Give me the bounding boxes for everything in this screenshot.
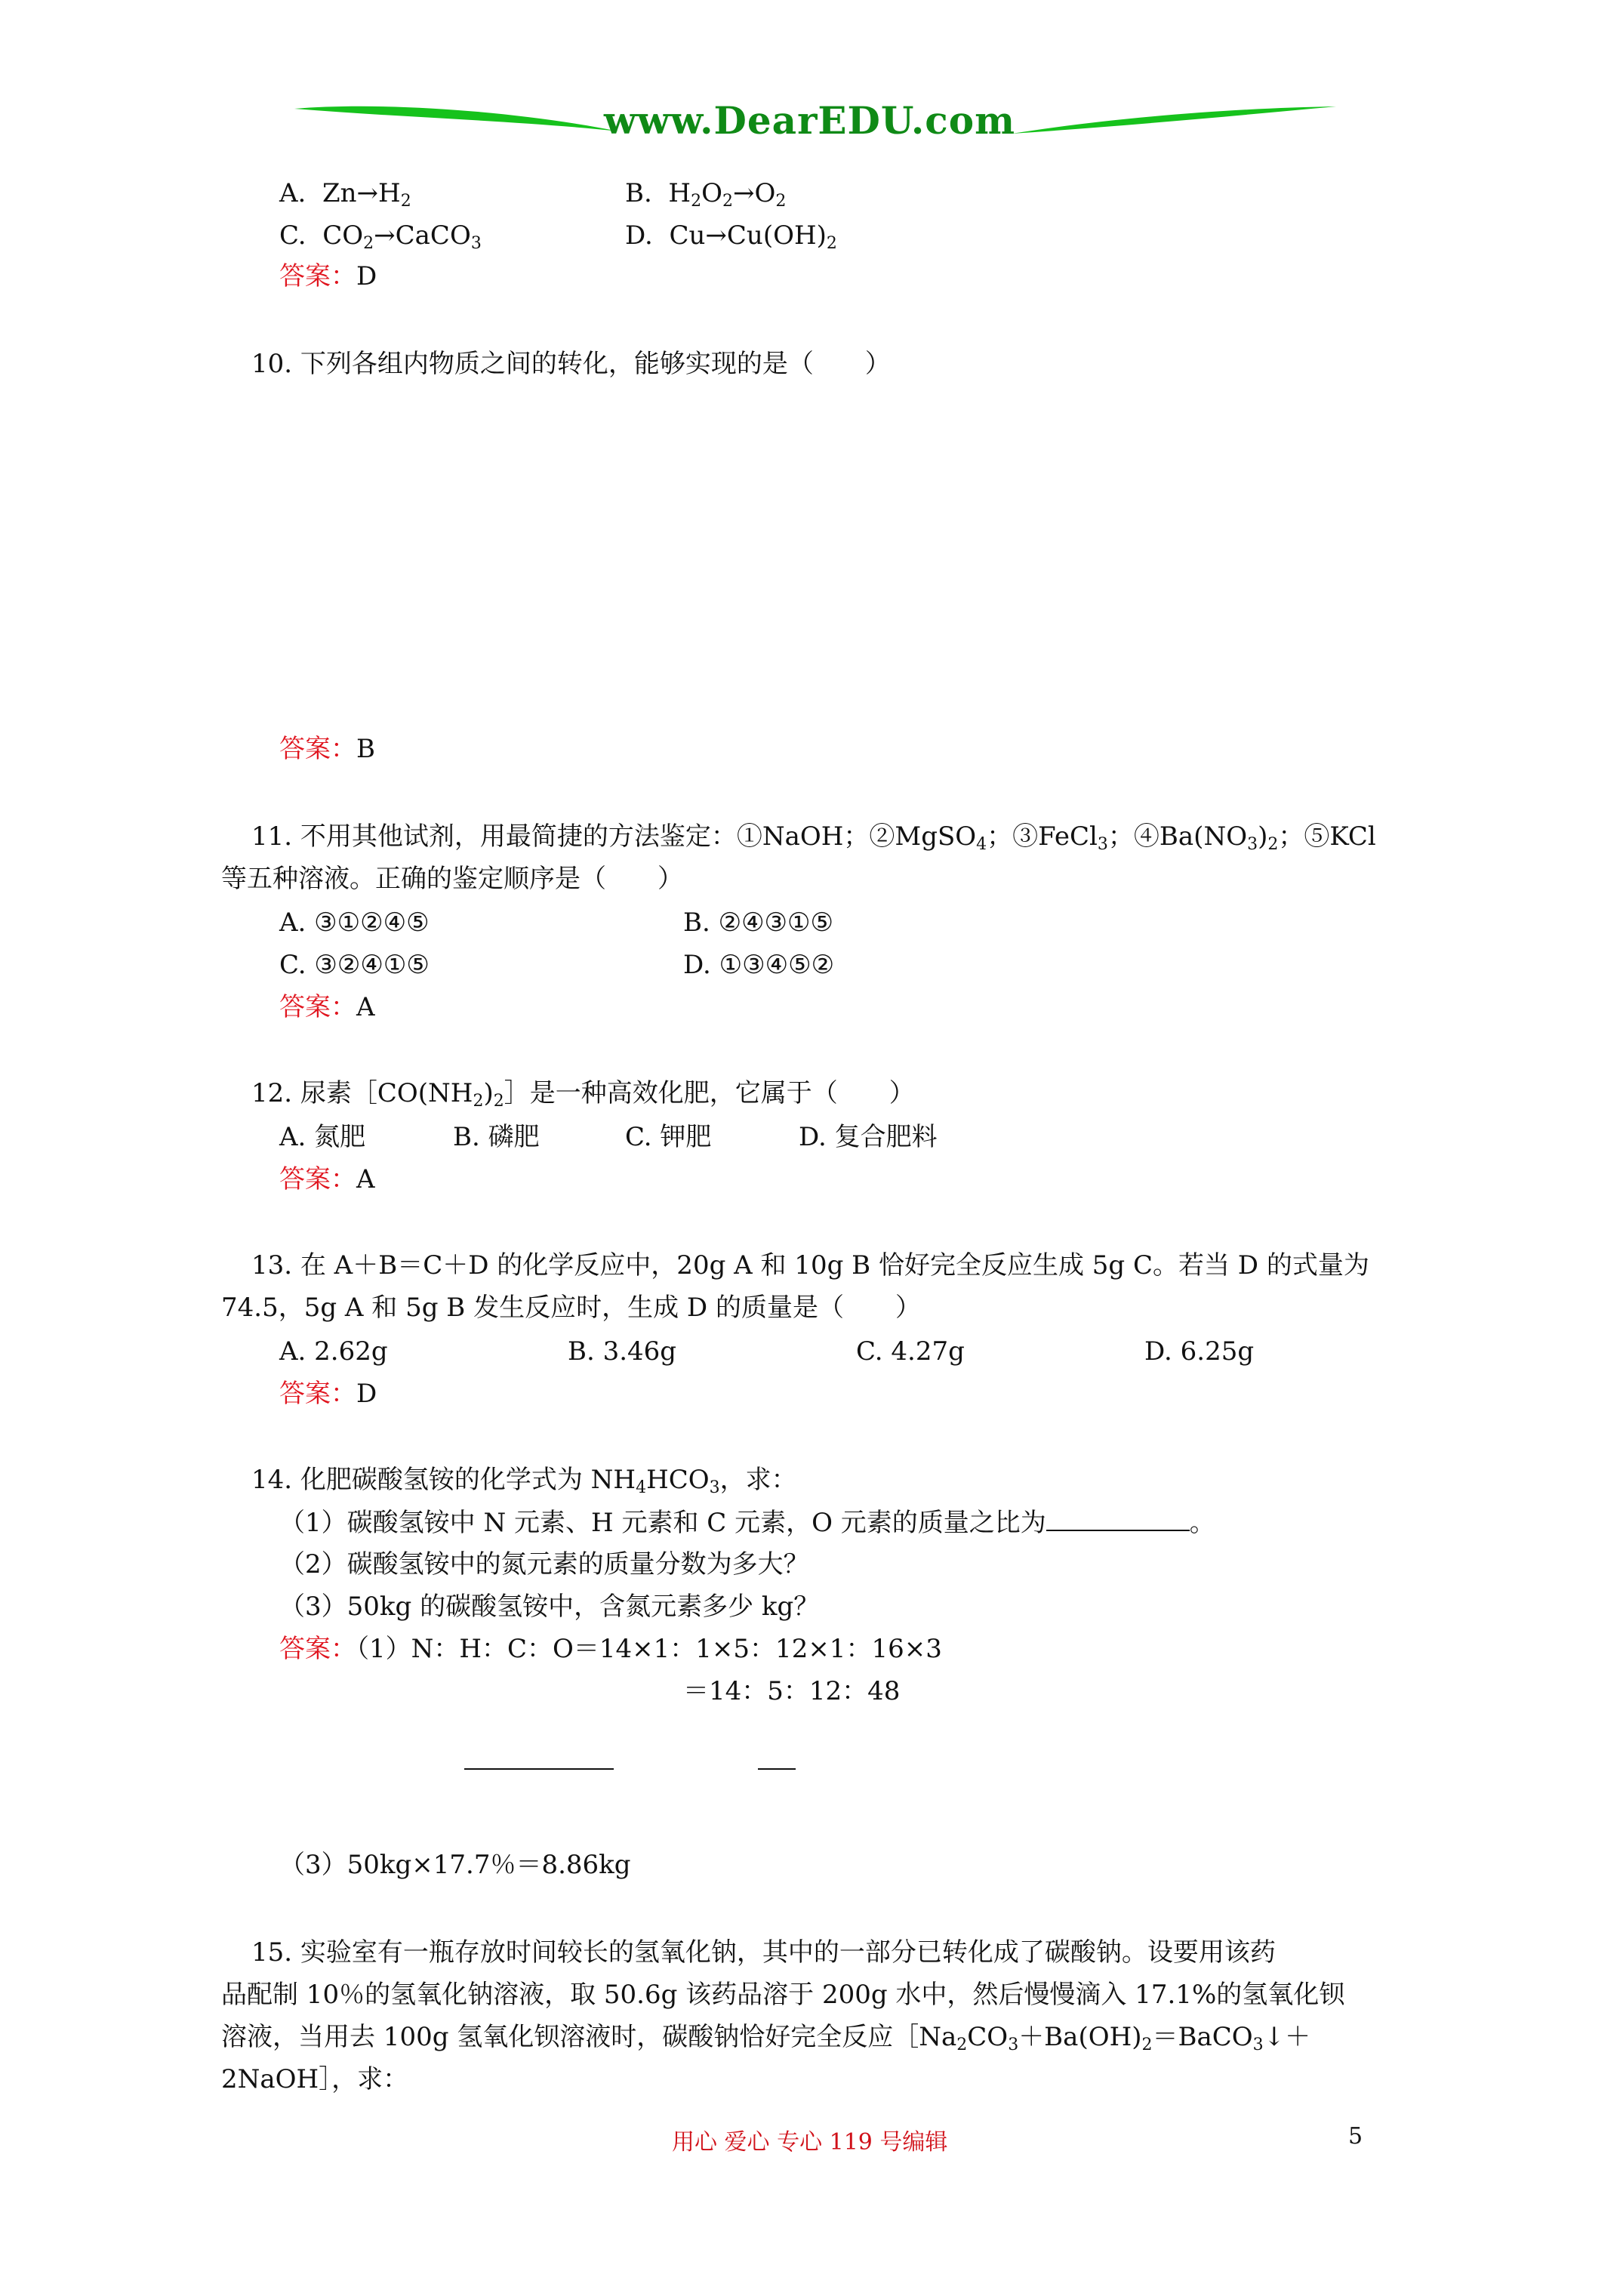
- q14-part1: （1）碳酸氢铵中 N 元素、H 元素和 C 元素，O 元素的质量之比为 。: [279, 1508, 1215, 1538]
- arrow-icon: →: [732, 178, 755, 208]
- q11-answer: 答案：A: [279, 992, 375, 1022]
- q9-answer: 答案：D: [279, 261, 377, 291]
- q13-question-line1: 13. 在 A＋B＝C＋D 的化学反应中，20g A 和 10g B 恰好完全反应生成 5g C。若当 D 的式量为: [251, 1250, 1369, 1281]
- q14-answer-1b: ＝14：5：12：48: [683, 1676, 901, 1706]
- q9-option-c: C. $CO_2\to CaCO_3$: [279, 220, 482, 253]
- q11-option-b: B. ②④③①⑤: [683, 908, 834, 938]
- fraction-bar: [758, 1768, 796, 1770]
- q14-part3: （3）50kg 的碳酸氢铵中，含氮元素多少 kg？: [279, 1592, 820, 1622]
- q10-answer: 答案：B: [279, 734, 375, 764]
- arrow-icon: →: [356, 178, 379, 208]
- q15-question-line1: 15. 实验室有一瓶存放时间较长的氢氧化钠，其中的一部分已转化成了碳酸钠。设要用该药: [251, 1937, 1276, 1968]
- q11-option-c: C. ③②④①⑤: [279, 950, 430, 980]
- q14-answer-1: 答案：（1）N：H：C：O＝14×1：1×5：12×1：16×3: [279, 1634, 942, 1664]
- q9-option-b: B. $H_2O_2\to O_2$: [625, 178, 787, 211]
- q15-question-line4: 2NaOH］，求：: [221, 2064, 409, 2094]
- q15-question-line2: 品配制 10％的氢氧化钠溶液，取 50.6g 该药品溶于 200g 水中，然后慢慢滴入 17.1%的氢氧化钡: [221, 1980, 1345, 2010]
- q14-question: 14. 化肥碳酸氢铵的化学式为 $NH_4HCO_3$，求：: [251, 1465, 797, 1497]
- q12-option-d: D. 复合肥料: [799, 1122, 938, 1152]
- q13-option-c: C. 4.27g: [856, 1336, 965, 1367]
- q10-question: 10. 下列各组内物质之间的转化，能够实现的是（ ）: [251, 349, 891, 379]
- q13-option-a: A. 2.62g: [279, 1336, 388, 1367]
- q12-option-a: A. 氮肥: [279, 1122, 366, 1152]
- header-swoosh-right: [1012, 102, 1336, 143]
- q12-question: 12. 尿素$[CO(NH_2)_2]$是一种高效化肥，它属于（ ）: [251, 1078, 915, 1111]
- q11-option-a: A. ③①②④⑤: [279, 908, 430, 938]
- site-logo: www.DearEDU.com: [604, 98, 1016, 143]
- q9-option-d: D. $Cu\to Cu(OH)_2$: [625, 220, 837, 253]
- q12-option-b: B. 磷肥: [453, 1122, 540, 1152]
- arrow-icon: →: [374, 220, 396, 251]
- q11-question-line1: 11. 不用其他试剂，用最简捷的方法鉴定：①NaOH；②MgSO$_4$；③FeCl$_3$；$④Ba(NO_3)_2$；⑤KCl: [251, 821, 1376, 854]
- header-swoosh-left: [294, 98, 619, 143]
- fraction-bar: [464, 1768, 614, 1770]
- q11-option-d: D. ①③④⑤②: [683, 950, 835, 980]
- page-number: 5: [1348, 2123, 1363, 2150]
- q13-option-b: B. 3.46g: [568, 1336, 677, 1367]
- q12-option-c: C. 钾肥: [625, 1122, 712, 1152]
- q13-answer: 答案：D: [279, 1379, 377, 1409]
- q9-option-a: A. $Zn\to H_2$: [279, 178, 411, 211]
- q12-answer: 答案：A: [279, 1164, 375, 1194]
- q13-question-line2: 74.5，5g A 和 5g B 发生反应时，生成 D 的质量是（ ）: [221, 1293, 921, 1323]
- footer-text: 用心 爱心 专心 119 号编辑: [672, 2129, 948, 2156]
- q15-question-line3: 溶液，当用去 100g 氢氧化钡溶液时，碳酸钠恰好完全反应$[Na_2CO_3+Ba(OH)_2=BaCO_3↓+$: [221, 2022, 1311, 2054]
- q14-part2: （2）碳酸氢铵中的氮元素的质量分数为多大？: [279, 1549, 809, 1579]
- q11-question-line2: 等五种溶液。正确的鉴定顺序是（ ）: [221, 864, 683, 894]
- q14-answer-3: （3）50kg×17.7％＝8.86kg: [279, 1850, 631, 1880]
- q13-option-d: D. 6.25g: [1144, 1336, 1255, 1367]
- answer-blank: [1046, 1507, 1190, 1531]
- arrow-icon: →: [705, 220, 727, 251]
